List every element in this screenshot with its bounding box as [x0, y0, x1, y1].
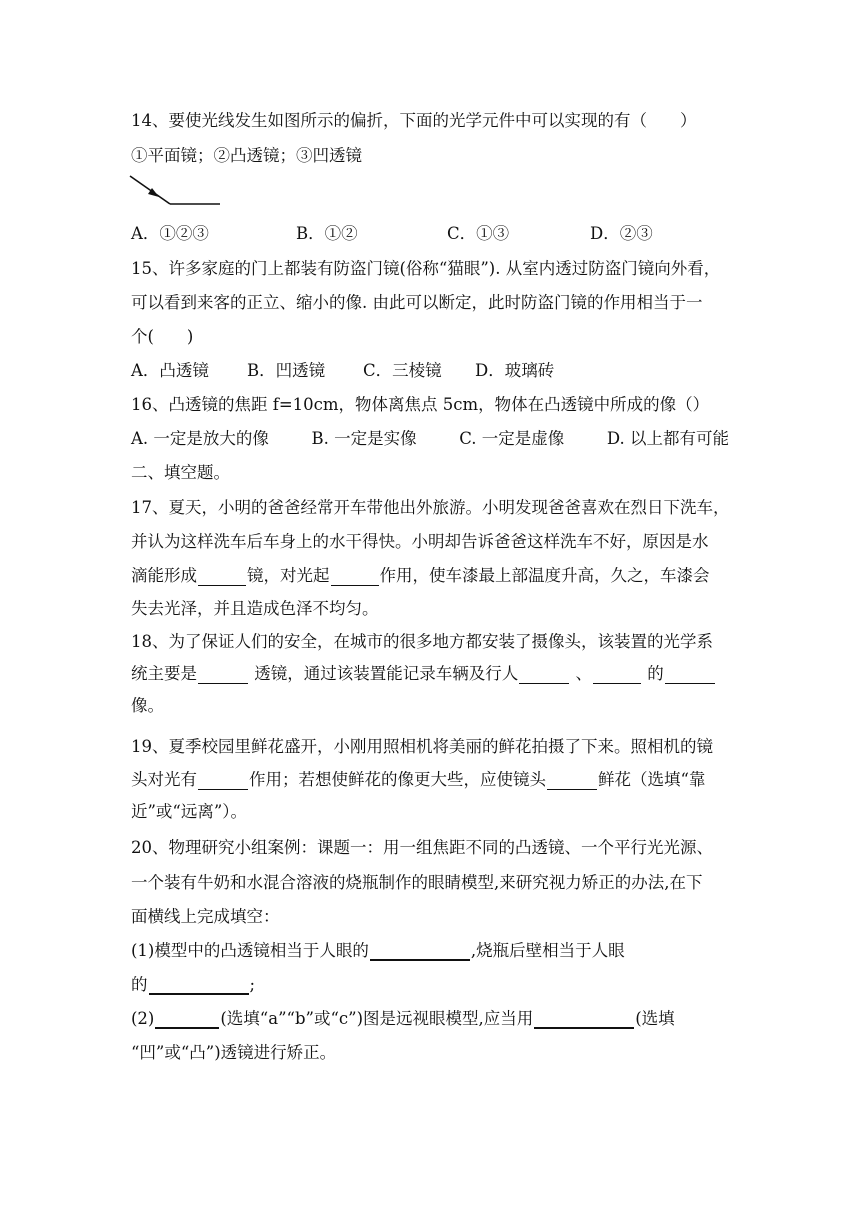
- q18-line-1: 18、为了保证人们的安全，在城市的很多地方都安装了摄像头，该装置的光学系: [131, 632, 713, 651]
- q20-blank-3[interactable]: [155, 1010, 219, 1029]
- q14-option-b[interactable]: B．①②: [296, 224, 358, 243]
- q15-line-2: 可以看到来客的正立、缩小的像. 由此可以断定，此时防盗门镜的作用相当于一: [131, 293, 703, 312]
- q20-blank-1[interactable]: [370, 942, 470, 961]
- q14-option-a[interactable]: A．①②③: [131, 224, 209, 243]
- q20-line-2: 一个装有牛奶和水混合溶液的烧瓶制作的眼睛模型,来研究视力矫正的办法,在下: [131, 873, 703, 892]
- q19-blank-2[interactable]: [547, 772, 597, 790]
- q20-blank-4[interactable]: [534, 1010, 634, 1029]
- q20-part-2: (2) (选填“a”“b”或“c”)图是远视眼模型,应当用 (选填: [131, 1009, 675, 1028]
- q16-option-a[interactable]: A. 一定是放大的像: [131, 429, 269, 448]
- q18-blank-2[interactable]: [519, 666, 569, 684]
- q17-line-3: 滴能形成 镜，对光起 作用，使车漆最上部温度升高，久之，车漆会: [131, 566, 710, 585]
- q16-stem: 16、凸透镜的焦距 f=10cm，物体离焦点 5cm，物体在凸透镜中所成的像（）: [131, 395, 710, 414]
- q20-part-2-cont: “凹”或“凸”)透镜进行矫正。: [131, 1043, 337, 1062]
- q15-line-3: 个( ): [131, 327, 194, 346]
- q15-option-a[interactable]: A．凸透镜: [131, 361, 209, 380]
- q20-part-1: (1)模型中的凸透镜相当于人眼的 ,烧瓶后壁相当于人眼: [131, 941, 625, 960]
- section-heading: 二、填空题。: [131, 463, 230, 482]
- q18-blank-3[interactable]: [593, 666, 641, 684]
- q17-blank-2[interactable]: [331, 568, 379, 586]
- q14-stem: 14、要使光线发生如图所示的偏折，下面的光学元件中可以实现的有（ ）: [131, 111, 697, 130]
- q15-line-1: 15、许多家庭的门上都装有防盗门镜(俗称“猫眼”). 从室内透过防盗门镜向外看，: [131, 259, 721, 278]
- q20-part-1-cont: 的 ;: [131, 975, 256, 994]
- q14-option-c[interactable]: C．①③: [447, 224, 510, 243]
- q20-line-3: 面横线上完成填空：: [131, 907, 280, 926]
- q16-option-d[interactable]: D. 以上都有可能: [606, 429, 729, 448]
- q15-options: [131, 361, 691, 383]
- q16-options: [131, 429, 729, 451]
- q17-line-2: 并认为这样洗车后车身上的水干得快。小明却告诉爸爸这样洗车不好，原因是水: [131, 532, 709, 551]
- q19-line-3: 近”或“远离”）。: [131, 802, 248, 821]
- q17-blank-1[interactable]: [198, 568, 246, 586]
- q15-option-d[interactable]: D．玻璃砖: [475, 361, 555, 380]
- q16-option-b[interactable]: B. 一定是实像: [311, 429, 417, 448]
- q19-line-2: 头对光有 作用；若想使鲜花的像更大些，应使镜头 鲜花（选填“靠: [131, 770, 706, 789]
- light-deflection-figure: [126, 168, 226, 212]
- q14-option-d[interactable]: D．②③: [590, 224, 653, 243]
- q18-line-3: 像。: [131, 696, 164, 715]
- q19-line-1: 19、夏季校园里鲜花盛开，小刚用照相机将美丽的鲜花拍摄了下来。照相机的镜: [131, 737, 713, 756]
- q14-subtitle: ①平面镜；②凸透镜；③凹透镜: [131, 146, 362, 165]
- q16-option-c[interactable]: C. 一定是虚像: [459, 429, 565, 448]
- q20-line-1: 20、物理研究小组案例：课题一：用一组焦距不同的凸透镜、一个平行光光源、: [131, 838, 713, 857]
- q18-blank-4[interactable]: [665, 666, 715, 684]
- q17-line-4: 失去光泽，并且造成色泽不均匀。: [131, 599, 379, 618]
- q18-line-2: 统主要是 透镜，通过该装置能记录车辆及行人 、 的: [131, 664, 716, 686]
- q20-blank-2[interactable]: [149, 976, 249, 995]
- q17-line-1: 17、夏天，小明的爸爸经常开车带他出外旅游。小明发现爸爸喜欢在烈日下洗车，: [131, 498, 730, 517]
- q18-blank-1[interactable]: [198, 666, 248, 684]
- q15-option-b[interactable]: B．凹透镜: [247, 361, 326, 380]
- q19-blank-1[interactable]: [198, 772, 248, 790]
- incident-ray: [130, 176, 170, 204]
- q14-options: [131, 224, 691, 246]
- q15-option-c[interactable]: C．三棱镜: [363, 361, 442, 380]
